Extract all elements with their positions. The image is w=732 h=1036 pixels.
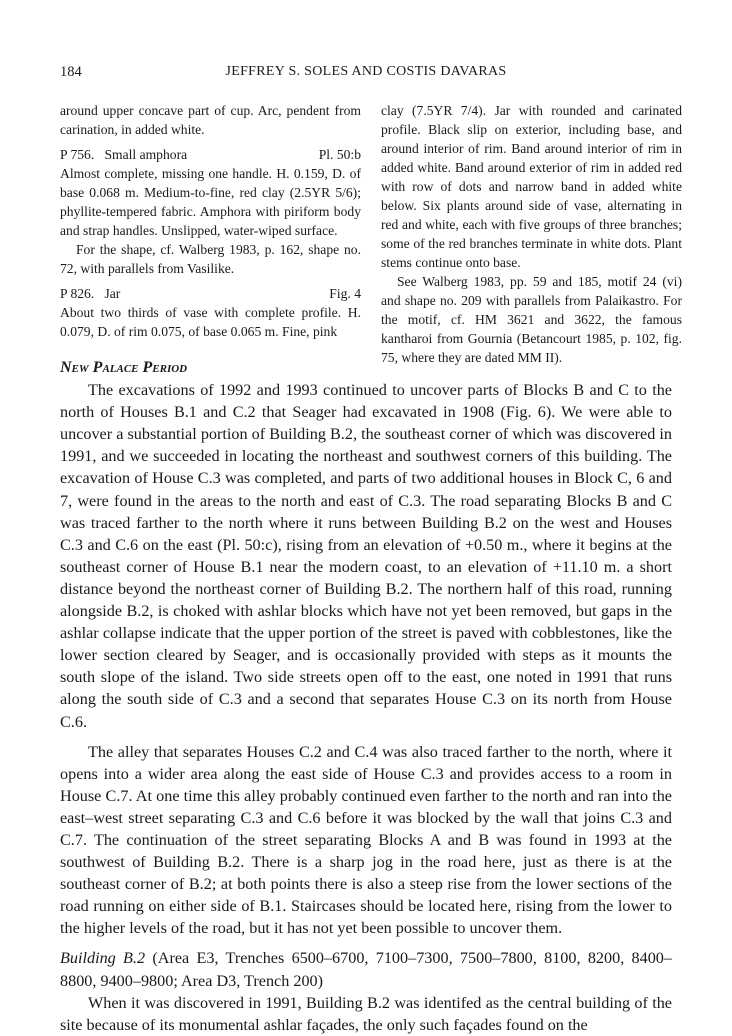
figure-reference: Fig. 4 <box>329 286 361 301</box>
running-title: JEFFREY S. SOLES AND COSTIS DAVARAS <box>225 64 507 79</box>
entry-note: For the shape, cf. Walberg 1983, p. 162, shape no. 72, with parallels from Vasilike. <box>60 242 361 276</box>
subsection-title: Building B.2 <box>60 949 146 968</box>
entry-id: P 826. <box>60 286 95 301</box>
entry-name: Small amphora <box>104 147 188 162</box>
main-text <box>60 357 672 1036</box>
catalogue-entry-heading <box>60 284 361 303</box>
plate-reference: Pl. 50:b <box>318 147 361 162</box>
paragraph: The alley that separates Houses C.2 and C.4 was also traced farther to the north, where it opens into a wider area along the east side of House C.3 and provides access to a room in House C.7. At one time this alley probably continued even farther to the north and ran into the east–west street separating C.3 and C.6 before it was blocked by the wall that joins C.3 and C.7. The continuation of the street separating Blocks A and B was found in 1993 at the southwest of Building B.2. There is a sharp jog in the road here, just as there is at the southeast corner of B.2; at both points there is also a steep rise from the lower sections of the road running on either side of B.1. Staircases should be located here, rising from the lower to the higher levels of the road, but it has not yet been possible to uncover them. <box>60 742 672 938</box>
catalogue-entry-heading <box>60 145 361 164</box>
paragraph: When it was discovered in 1991, Building B.2 was identifed as the central building of the site because of its monumental ashlar façades, the only such façades found on the <box>60 993 672 1034</box>
subsection-heading <box>60 947 672 991</box>
subsection-info: (Area E3, Trenches 6500–6700, 7100–7300, 7500–7800, 8100, 8200, 8400–8800, 9400–9800; Area D3, Trench 200) <box>60 949 672 990</box>
entry-name: Jar <box>104 286 121 301</box>
right-column <box>381 101 682 367</box>
entry-note: See Walberg 1983, pp. 59 and 185, motif 24 (vi) and shape no. 209 with parallels from Palaikastro. For the motif, cf. HM 3621 and 3622, the famous kantharoi from Gournia (Betancourt 1985, p. 102, fig. 75, where they are dated MM II). <box>381 274 682 365</box>
catalogue-continuation: around upper concave part of cup. Arc, pendent from carination, in added white. <box>60 103 361 137</box>
paragraph: The excavations of 1992 and 1993 continued to uncover parts of Blocks B and C to the north of Houses B.1 and C.2 that Seager had excavated in 1908 (Fig. 6). We were able to uncover a substantial portion of Building B.2, the southeast corner of which was discovered in 1991, and we succeeded in locating the northeast and southwest corners of this building. The excavation of House C.3 was completed, and parts of two additional houses in Block C, 6 and 7, were found in the areas to the north and east of C.3. The road separating Blocks B and C was traced farther to the north where it runs between Building B.2 on the west and Houses C.3 and C.6 on the east (Pl. 50:c), rising from an elevation of +0.50 m., where it begins at the southeast corner of House B.1 near the modern coast, to an elevation of +11.10 m. a short distance beyond the northeast corner of Building B.2. The northern half of this road, running alongside B.2, is choked with ashlar blocks which have not yet been removed, but gaps in the ashlar collapse indicate that the upper portion of the street is paved with cobblestones, like the lower section cleared by Seager, and is occasionally provided with steps as it mounts the south slope of the island. Two side streets open off to the east, one noted in 1991 that runs along the south side of C.3 and a second that separates House C.3 on its north from House C.6. <box>60 381 672 731</box>
entry-id: P 756. <box>60 147 95 162</box>
catalogue-columns <box>60 101 682 365</box>
entry-description: Almost complete, missing one handle. H. 0.159, D. of base 0.068 m. Medium-to-fine, red clay (2.5YR 5/6); phyllite-tempered fabric. Amphora with piriform body and strap handles. Unslipped, water-wiped surface. <box>60 166 361 238</box>
page-number: 184 <box>60 64 82 80</box>
entry-description-continued: clay (7.5YR 7/4). Jar with rounded and carinated profile. Black slip on exterior, including base, and around interior of rim. Band around interior of rim in added white. Band around exterior of rim in added red with row of dots and narrow band in added white below. Six plants around side of vase, alternating in red and white, each with five groups of three branches; some of the red branches terminate in white dots. Plant stems continue onto base. <box>381 103 682 270</box>
left-column <box>60 101 361 341</box>
section-title: New Palace Period <box>60 359 188 376</box>
running-head <box>60 64 672 84</box>
entry-description: About two thirds of vase with complete profile. H. 0.079, D. of rim 0.075, of base 0.065 m. Fine, pink <box>60 305 361 339</box>
